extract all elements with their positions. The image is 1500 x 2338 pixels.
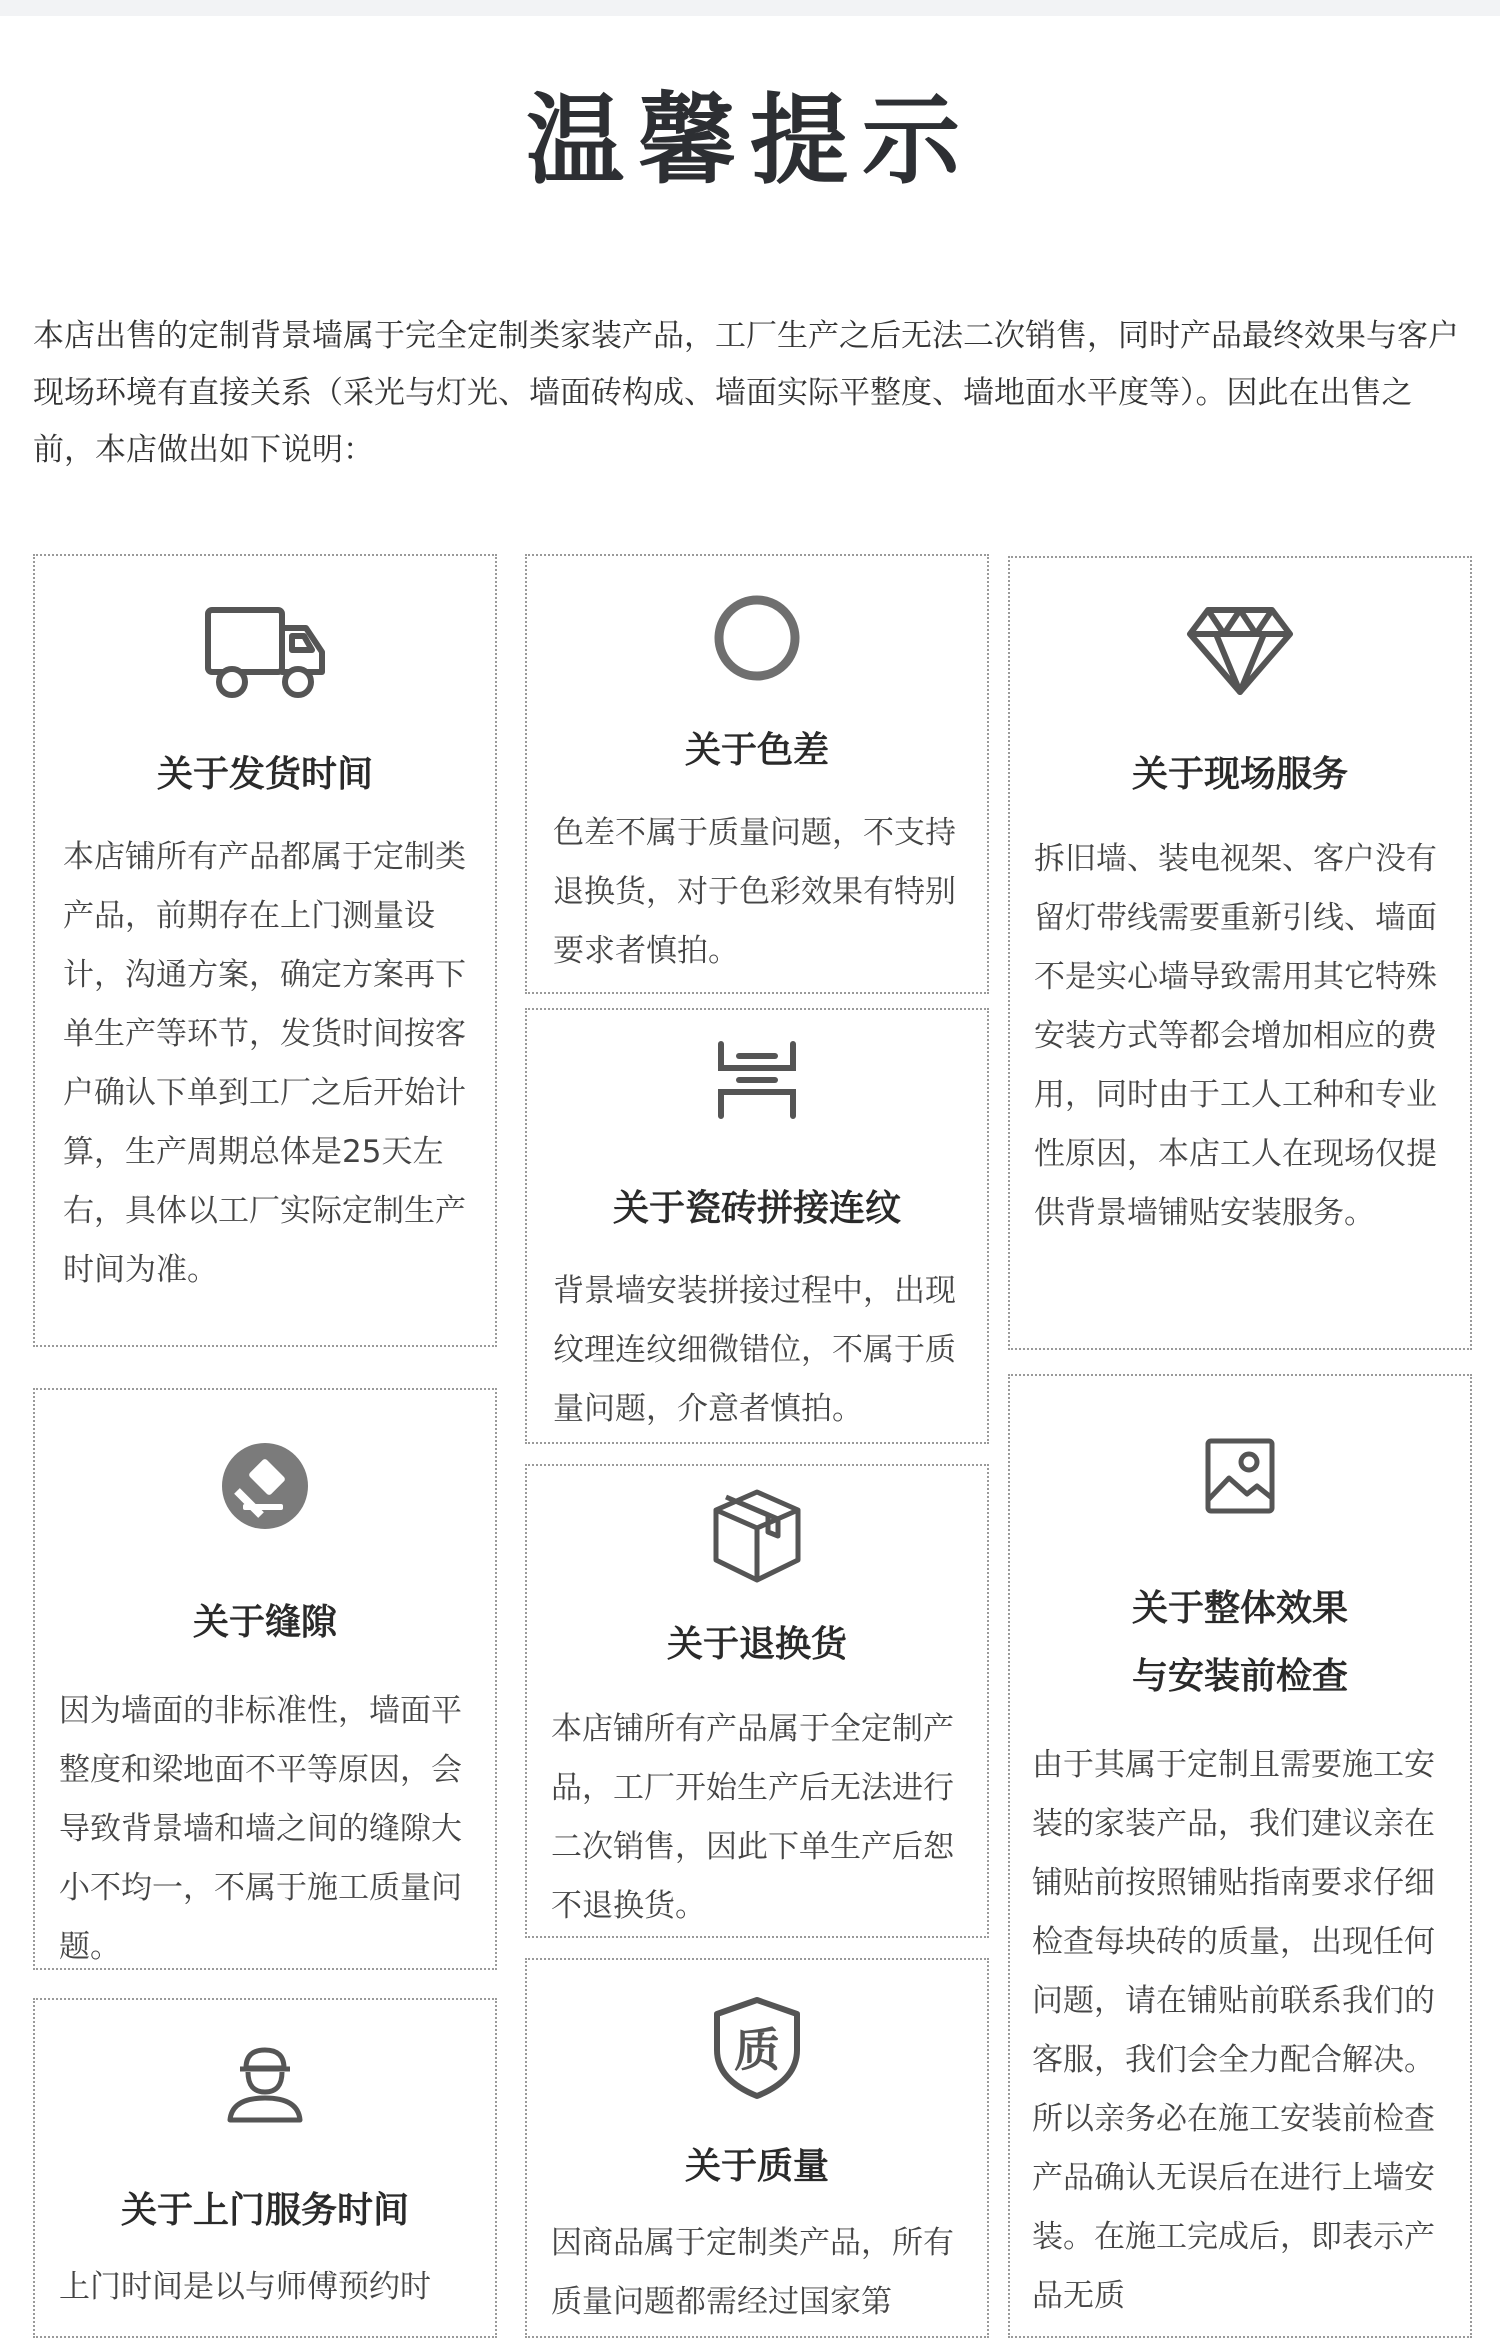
truck-icon bbox=[35, 602, 495, 706]
card-tile-text: 背景墙安装拼接过程中，出现纹理连纹细微错位，不属于质量问题，介意者慎拍。 bbox=[553, 1273, 956, 1427]
card-quality-text: 因商品属于定制类产品，所有质量问题都需经过国家第 bbox=[551, 2225, 954, 2320]
top-bar bbox=[0, 0, 1500, 16]
svg-text:质: 质 bbox=[734, 2023, 780, 2077]
card-onsite-text: 拆旧墙、装电视架、客户没有留灯带线需要重新引线、墙面不是实心墙导致需用其它特殊安装方式等都会增加相应的费用，同时由于工人工种和专业性原因，本店工人在现场仅提供背景墙铺贴安装服务。 bbox=[1034, 841, 1437, 1231]
card-tile-title: 关于瓷砖拼接连纹 bbox=[612, 1188, 901, 1229]
card-color-text: 色差不属于质量问题，不支持退换货，对于色彩效果有特别要求者慎拍。 bbox=[553, 815, 956, 969]
card-color bbox=[525, 554, 989, 994]
card-gap bbox=[33, 1388, 497, 1970]
card-overall-text: 由于其属于定制且需要施工安装的家装产品，我们建议亲在铺贴前按照铺贴指南要求仔细检查每块砖的质量，出现任何问题，请在铺贴前联系我们的客服，我们会全力配合解决。所以亲务必在施工安装前检查产品确认无误后在进行上墙安装。在施工完成后，即表示产品无质 bbox=[1032, 1747, 1435, 2314]
tile-joint-icon bbox=[527, 1038, 987, 1126]
card-onsite-title: 关于现场服务 bbox=[1131, 754, 1348, 795]
card-shipping-text: 本店铺所有产品都属于定制类产品，前期存在上门测量设计，沟通方案，确定方案再下单生产等环节，发货时间按客户确认下单到工厂之后开始计算，生产周期总体是25天左右，具体以工厂实际定制生产时间为准。 bbox=[63, 839, 466, 1288]
intro-paragraph: 本店出售的定制背景墙属于完全定制类家装产品，工厂生产之后无法二次销售，同时产品最终效果与客户现场环境有直接关系（采光与灯光、墙面砖构成、墙面实际平整度、墙地面水平度等）。因此在出售之前，本店做出如下说明： bbox=[33, 318, 1459, 468]
diamond-icon bbox=[1010, 604, 1470, 700]
card-onsite bbox=[1008, 556, 1472, 1350]
card-visit-text: 上门时间是以与师傅预约时 bbox=[59, 2269, 431, 2305]
card-quality bbox=[525, 1958, 989, 2338]
card-return bbox=[525, 1464, 989, 1938]
card-gap-title: 关于缝隙 bbox=[192, 1602, 337, 1643]
card-overall-title-line2: 与安装前检查 bbox=[1131, 1656, 1348, 1697]
card-shipping bbox=[33, 554, 497, 1347]
card-shipping-title: 关于发货时间 bbox=[156, 754, 373, 795]
card-gap-text: 因为墙面的非标准性，墙面平整度和梁地面不平等原因，会导致背景墙和墙之间的缝隙大小不均一，不属于施工质量问题。 bbox=[59, 1693, 462, 1965]
card-return-text: 本店铺所有产品属于全定制产品，工厂开始生产后无法进行二次销售，因此下单生产后恕不退换货。 bbox=[551, 1711, 954, 1924]
hammer-icon bbox=[35, 1442, 495, 1534]
card-tile bbox=[525, 1008, 989, 1444]
card-return-title: 关于退换货 bbox=[666, 1624, 847, 1665]
card-color-title: 关于色差 bbox=[684, 730, 829, 771]
card-visit bbox=[33, 1998, 497, 2338]
circle-icon bbox=[527, 592, 987, 688]
page-title: 温馨提示 bbox=[525, 84, 974, 198]
box-icon bbox=[527, 1484, 987, 1590]
card-quality-title: 关于质量 bbox=[684, 2146, 829, 2187]
card-overall bbox=[1008, 1374, 1472, 2338]
quality-shield-icon bbox=[527, 1994, 987, 2106]
card-visit-title: 关于上门服务时间 bbox=[120, 2190, 409, 2231]
image-icon bbox=[1010, 1436, 1470, 1520]
worker-icon bbox=[35, 2042, 495, 2128]
card-overall-title-line1: 关于整体效果 bbox=[1131, 1588, 1348, 1629]
